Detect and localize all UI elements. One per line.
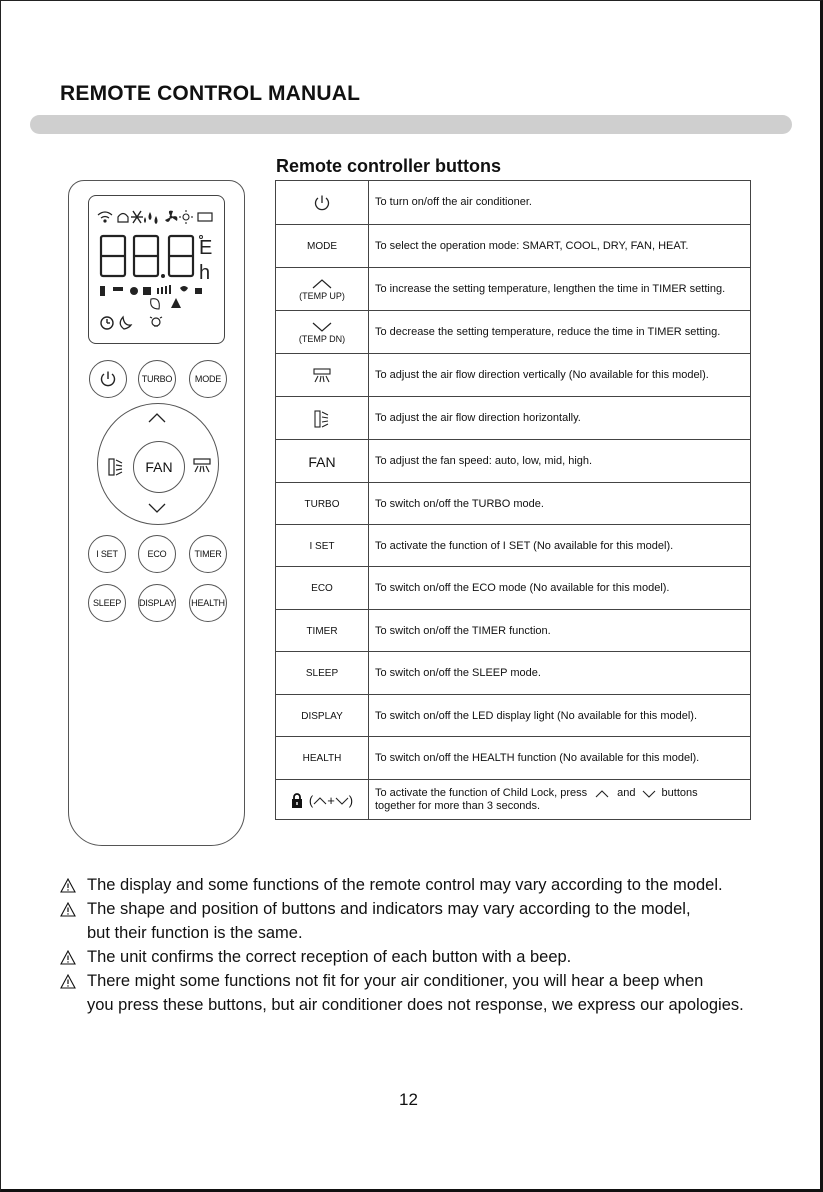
child-lock-desc-part1: To activate the function of Child Lock, press [375,787,588,799]
row-button-label: ECO [276,567,369,610]
row-description: To turn on/off the air conditioner. [375,196,532,208]
note-line-2: but their function is the same. [87,924,303,942]
remote-iset-button[interactable]: I SET [88,535,126,573]
power-icon [313,194,331,212]
chevron-down-icon [311,321,333,333]
lcd-unit-e: E [199,237,213,259]
chevron-up-icon [595,789,609,798]
combo-open-paren: ( [308,792,314,808]
note-line-2: you press these buttons, but air conditioner does not response, we express our apologies. [87,996,744,1014]
snowflake-icon [131,211,143,223]
row-description: To adjust the air flow direction horizontally. [375,412,581,424]
note-line: The shape and position of buttons and indicators may vary according to the model, [87,900,691,918]
table-row [276,566,750,610]
wifi-icon [98,212,112,222]
remote-power-button[interactable] [89,360,127,398]
child-lock-desc-and: and [617,787,636,799]
lcd-unit-h: h [199,262,211,284]
chevron-up-icon [311,278,333,290]
remote-eco-button[interactable]: ECO [138,535,176,573]
row-description: To switch on/off the TIMER function. [375,624,551,637]
section-title: Remote controller buttons [276,156,502,176]
timer-clock-icon [101,317,113,329]
row-description: To select the operation mode: SMART, COOL, DRY, FAN, HEAT. [375,240,689,252]
warning-icon [60,974,76,989]
vertical-swing-icon [312,368,332,384]
row-button-label: DISPLAY [276,695,369,737]
heat-mode-icon [179,210,193,224]
fan-mode-icon [165,211,177,222]
remote-sleep-button[interactable]: SLEEP [88,584,126,622]
lcd-indicator-row [100,285,202,296]
combo-close-paren: ) [348,792,354,808]
remote-display-button[interactable]: DISPLAY [138,584,176,622]
smart-mode-icon [118,214,128,223]
note-line: The unit confirms the correct reception of each button with a beep. [87,948,572,966]
table-row [276,482,750,525]
table-row [276,310,750,354]
table-row [276,353,750,397]
note-line: The display and some functions of the remote control may vary according to the model. [87,876,723,894]
tree-icon [171,298,181,308]
row-description: To switch on/off the TURBO mode. [375,497,544,510]
warning-icon [60,878,76,893]
title-divider-bar [30,115,792,134]
table-row [276,736,750,780]
table-row [276,181,750,224]
remote-down-button[interactable] [147,502,167,514]
table-row [276,694,750,737]
row-button-label: FAN [276,440,369,483]
remote-vertical-swing-button[interactable] [192,458,212,474]
table-row [276,267,750,311]
horizontal-swing-icon [314,409,330,429]
chevron-down-icon [642,789,656,798]
warning-icon [60,950,76,965]
row-description: To switch on/off the HEALTH function (No available for this model). [375,752,700,764]
remote-mode-button[interactable]: MODE [189,360,227,398]
row-button-label: I SET [276,525,369,567]
table-row [276,439,750,483]
row-description: To adjust the fan speed: auto, low, mid, high. [375,455,593,467]
row-button-label: SLEEP [276,652,369,695]
table-row [276,651,750,695]
remote-timer-button[interactable]: TIMER [189,535,227,573]
combo-plus: + [327,792,335,808]
row-button-label: MODE [276,225,369,268]
row-description: To decrease the setting temperature, reduce the time in TIMER setting. [375,326,721,338]
eco-leaf-icon [151,299,160,309]
table-row [276,609,750,652]
remote-lcd-display [88,195,225,344]
note-line: There might some functions not fit for your air conditioner, you will hear a beep when [87,972,704,990]
battery-icon [198,213,212,221]
row-description [375,780,744,820]
chevron-up-icon [313,796,327,805]
sleep-moon-icon [120,317,131,329]
table-row [276,396,750,440]
remote-horizontal-swing-button[interactable] [108,457,124,477]
page-number: 12 [399,1090,418,1109]
warning-icon [60,902,76,917]
table-row [276,524,750,567]
lock-icon [291,793,303,808]
row-button-label: HEALTH [276,737,369,780]
chevron-down-icon [335,796,349,805]
table-row-child-lock [276,779,750,820]
row-button-sub: (TEMP UP) [299,291,345,301]
remote-fan-button[interactable]: FAN [133,441,185,493]
power-icon [99,370,117,388]
row-description: To increase the setting temperature, lengthen the time in TIMER setting. [375,283,726,295]
row-description: To switch on/off the LED display light (No available for this model). [375,709,698,722]
row-description: To adjust the air flow direction vertically (No available for this model). [375,369,709,381]
row-button-sub: (TEMP DN) [298,334,346,344]
child-lock-desc-part2: buttons [661,787,698,799]
row-description: To switch on/off the ECO mode (No available for this model). [375,582,670,594]
row-button-label: TURBO [276,483,369,525]
row-button-label: TIMER [276,610,369,652]
remote-up-button[interactable] [147,412,167,424]
remote-health-button[interactable]: HEALTH [189,584,227,622]
dry-mode-icon [144,212,158,224]
lightbulb-icon [150,317,162,326]
row-description: To activate the function of I SET (No available for this model). [375,539,674,552]
table-row [276,224,750,268]
lcd-digits [101,236,193,276]
child-lock-desc-line2: together for more than 3 seconds. [375,800,541,812]
buttons-table [275,180,751,820]
page-title: REMOTE CONTROL MANUAL [60,82,361,105]
remote-turbo-button[interactable]: TURBO [138,360,176,398]
row-description: To switch on/off the SLEEP mode. [375,667,541,679]
